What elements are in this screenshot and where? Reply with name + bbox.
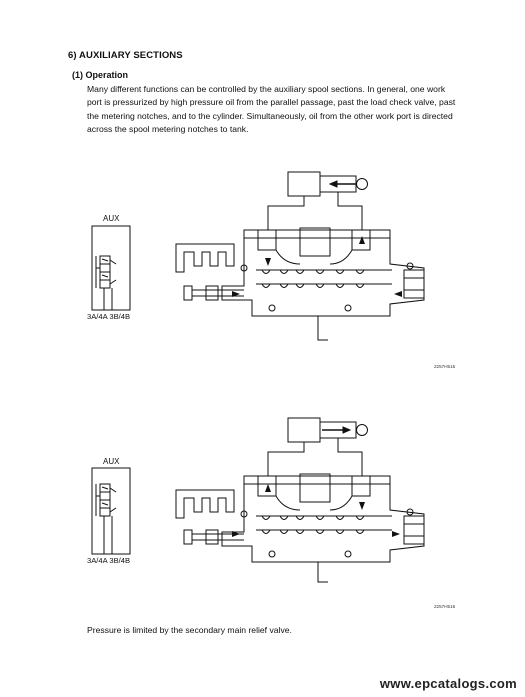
work-line-b: [338, 438, 362, 476]
aux-label: AUX: [103, 214, 120, 223]
section-title: 6) AUXILIARY SECTIONS: [68, 50, 183, 61]
paragraph-line: port is pressurized by high pressure oil from the parallel passage, past the load check valve, past: [87, 97, 456, 108]
valve-diagram-1: [0, 160, 525, 375]
figure-code: 2257H516: [434, 604, 456, 609]
valve-diagram-2: [0, 410, 525, 620]
valve-body: [222, 474, 424, 562]
work-line-a: [268, 196, 304, 230]
mounting-bracket: [176, 490, 234, 518]
operation-paragraph: [87, 83, 482, 137]
tank-line: [318, 316, 328, 340]
cylinder: [288, 418, 368, 442]
paragraph-line: across the spool metering notches to tank.: [87, 124, 249, 135]
figure-code: 2257H515: [434, 364, 456, 369]
work-line-a: [268, 442, 304, 476]
flow-arrows: [232, 484, 400, 537]
port-labels: 3A/4A 3B/4B: [87, 312, 131, 321]
paragraph-line: Many different functions can be controlled by the auxiliary spool sections. In general, one work: [87, 84, 446, 94]
paragraph-line: the metering notches, and to the cylinder. Simultaneously, oil from the other work port is directed: [87, 110, 453, 121]
watermark-url: www.epcatalogs.com: [379, 676, 517, 691]
tank-line: [318, 562, 328, 582]
port-labels: 3A/4A 3B/4B: [87, 556, 131, 565]
valve-body: [222, 228, 424, 316]
mounting-bracket: [176, 244, 234, 272]
work-line-b: [338, 192, 362, 230]
cylinder: [288, 172, 368, 196]
subsection-title: (1) Operation: [72, 70, 129, 80]
aux-spool-symbol: [96, 256, 116, 310]
relief-valve-note: Pressure is limited by the secondary main relief valve.: [87, 625, 292, 635]
aux-spool-symbol: [96, 484, 116, 554]
aux-label: AUX: [103, 457, 120, 466]
